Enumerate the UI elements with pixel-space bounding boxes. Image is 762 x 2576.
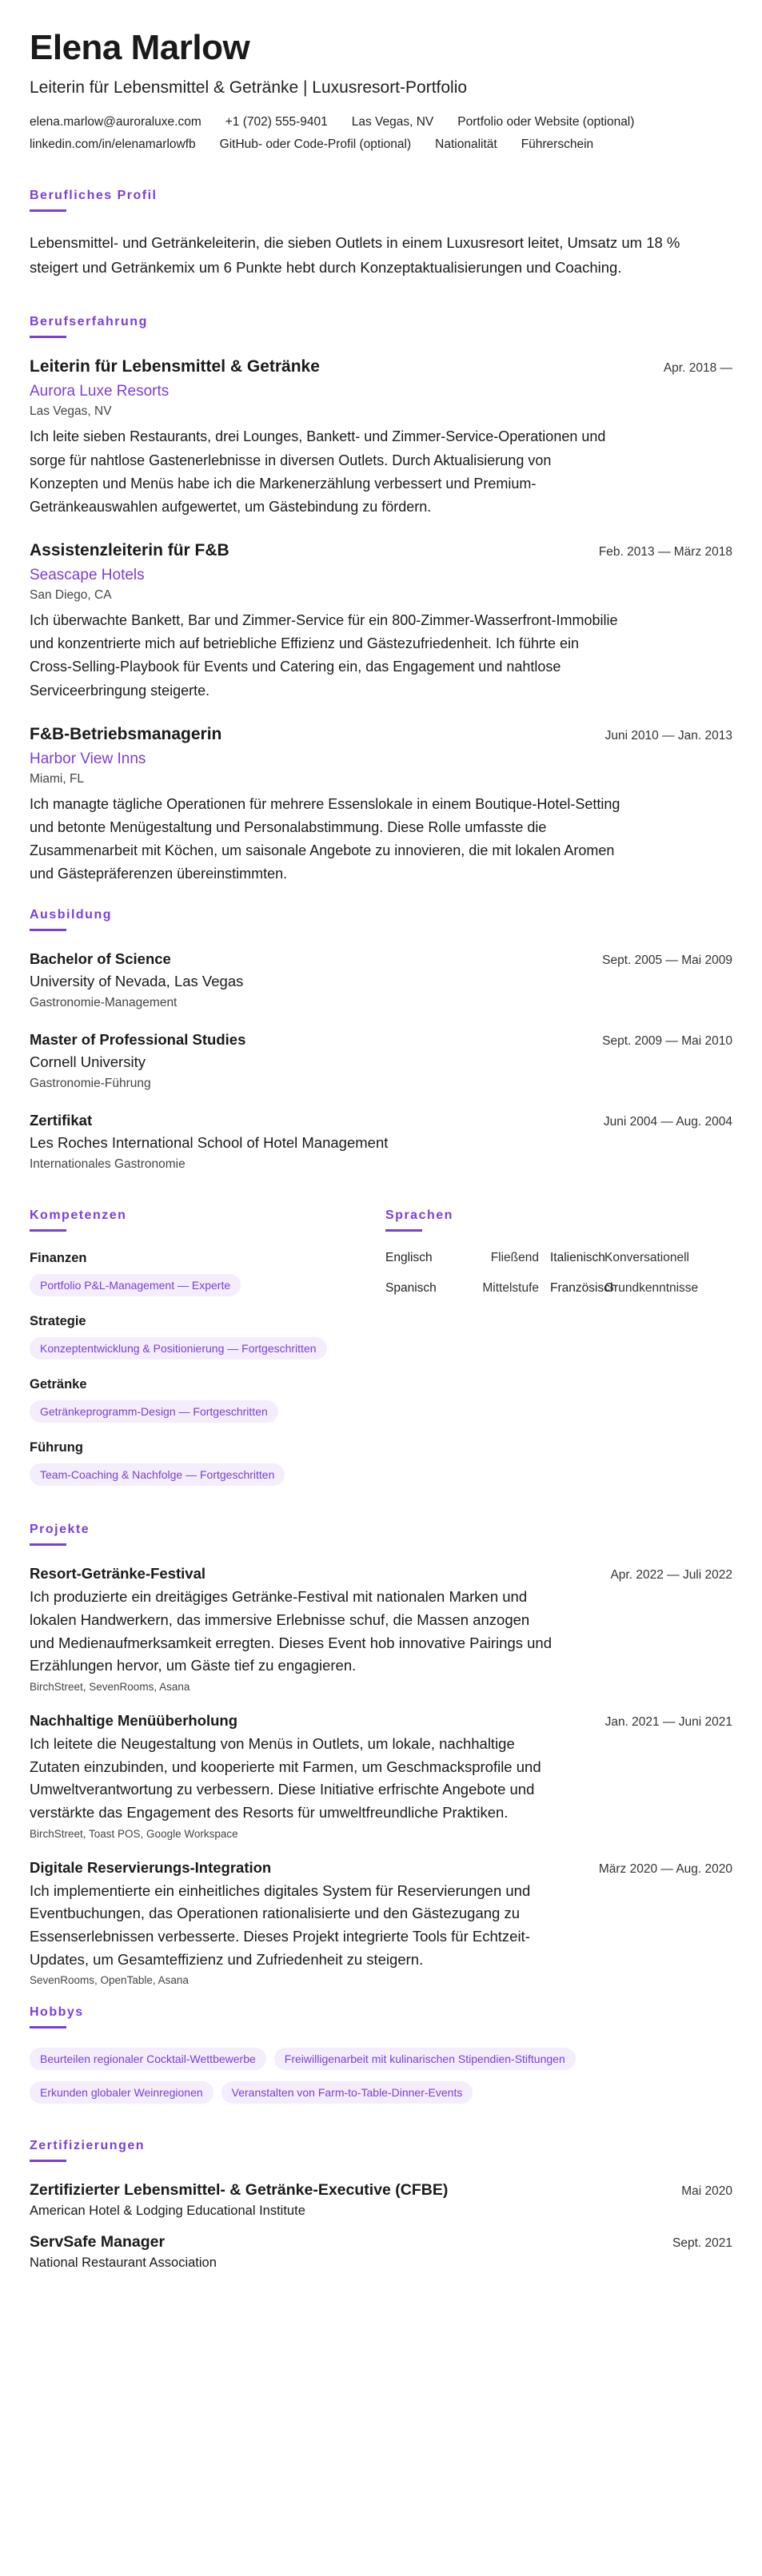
contact-email[interactable]: elena.marlow@auroraluxe.com bbox=[30, 115, 201, 129]
job-location: Las Vegas, NV bbox=[30, 404, 112, 419]
job-description: Ich überwachte Bankett, Bar und Zimmer-Service für ein 800-Zimmer-Wasserfront-Immobilie und konzentrierte mich auf betriebliche Effizienz und Gästezufriedenheit. Ich führte ein Cross-Selling-Playbook für Events und Catering ein, das Engagement und nahtlose Serviceerbringung steigerte. bbox=[30, 612, 618, 699]
contact-github: GitHub- oder Code-Profil (optional) bbox=[219, 137, 412, 152]
edu-dates: Sept. 2009 — Mai 2010 bbox=[602, 1034, 732, 1049]
edu-degree: Master of Professional Studies bbox=[30, 1031, 246, 1049]
job-title: Assistenzleiterin für F&B bbox=[30, 541, 229, 560]
project-description: Ich implementierte ein einheitliches digitales System für Reservierungen und Eventbuchungen, das Operationen rationalisierte und den Gästezugang zu Essenserlebnissen verbesserte. Dieses Projekt integrierte Tools für Echtzeit-Updates, um Gesamteffizienz und Zufriedenheit zu steigern. bbox=[30, 1881, 531, 1968]
language-level: Grundkenntnisse bbox=[604, 1281, 699, 1296]
language-level: Fließend bbox=[490, 1251, 539, 1265]
edu-dates: Juni 2004 — Aug. 2004 bbox=[603, 1115, 732, 1129]
cert-date: Sept. 2021 bbox=[672, 2236, 732, 2251]
certification-entry bbox=[30, 2181, 732, 2219]
headline: Leiterin für Lebensmittel & Getränke | Luxusresort-Portfolio bbox=[30, 78, 468, 98]
section-divider bbox=[30, 1543, 66, 1546]
contact-list bbox=[30, 115, 732, 137]
project-entry bbox=[30, 1712, 732, 1840]
project-name: Nachhaltige Menüüberholung bbox=[30, 1711, 238, 1729]
section-divider bbox=[30, 336, 66, 338]
cert-name: ServSafe Manager bbox=[30, 2233, 166, 2252]
cert-issuer: American Hotel & Lodging Educational Institute bbox=[30, 2204, 305, 2219]
certifications-section bbox=[30, 2139, 732, 2271]
section-divider bbox=[30, 1229, 66, 1232]
hobbies-section bbox=[30, 2005, 732, 2104]
language-level: Konversationell bbox=[604, 1251, 689, 1265]
edu-degree: Zertifikat bbox=[30, 1112, 93, 1129]
job-dates: Apr. 2018 — bbox=[663, 361, 732, 376]
edu-school: Cornell University bbox=[30, 1053, 146, 1071]
project-description: Ich produzierte ein dreitägiges Getränke-Festival mit nationalen Marken und lokalen Handwerkern, das immersive Erlebnisse schuf, die Massen anzogen und Medienaufmerksamkeit erregten. Dieses Event hob innovative Pairings und Erzählungen hervor, um Gäste tief zu engagieren. bbox=[30, 1588, 553, 1674]
project-tools: BirchStreet, SevenRooms, Asana bbox=[30, 1680, 190, 1693]
contact-list-2 bbox=[30, 137, 732, 160]
section-divider bbox=[30, 929, 66, 931]
education-entry bbox=[30, 950, 732, 1010]
hobby-chip: Freiwilligenarbeit mit kulinarischen Stipendien-Stiftungen bbox=[274, 2048, 576, 2070]
cert-date: Mai 2020 bbox=[681, 2184, 732, 2199]
language-name: Spanisch bbox=[385, 1281, 437, 1296]
job-title: F&B-Betriebsmanagerin bbox=[30, 724, 222, 743]
language-name: Italienisch bbox=[550, 1251, 605, 1265]
job-dates: Feb. 2013 — März 2018 bbox=[598, 545, 732, 559]
section-title: Sprachen bbox=[385, 1208, 453, 1223]
job-description: Ich managte tägliche Operationen für mehrere Essenslokale in einem Boutique-Hotel-Setting und betonte Menügestaltung und Personalabstimmung. Diese Rolle umfasste die Zusammenarbeit mit Köchen, um saisonale Angebote zu innovieren, die mit lokalen Aromen und Gästepräferenzen übereinstimmten. bbox=[30, 795, 620, 882]
edu-school: University of Nevada, Las Vegas bbox=[30, 973, 244, 990]
skills-languages-section bbox=[30, 1192, 732, 1503]
resume-header bbox=[30, 29, 732, 160]
job-dates: Juni 2010 — Jan. 2013 bbox=[604, 728, 732, 743]
projects-section bbox=[30, 1523, 732, 1986]
skill-category: Finanzen bbox=[30, 1251, 87, 1266]
contact-nationality: Nationalität bbox=[435, 137, 497, 152]
job-entry bbox=[30, 541, 732, 703]
job-entry bbox=[30, 357, 732, 519]
job-company: Aurora Luxe Resorts bbox=[30, 383, 170, 400]
project-dates: Apr. 2022 — Juli 2022 bbox=[610, 1568, 732, 1583]
education-entry bbox=[30, 1031, 732, 1091]
section-title: Kompetenzen bbox=[30, 1208, 127, 1223]
job-location: Miami, FL bbox=[30, 771, 85, 786]
project-tools: SevenRooms, OpenTable, Asana bbox=[30, 1974, 189, 1987]
section-title: Ausbildung bbox=[30, 908, 112, 922]
edu-school: Les Roches International School of Hotel Management bbox=[30, 1134, 389, 1152]
project-entry bbox=[30, 1565, 732, 1693]
language-level: Mittelstufe bbox=[482, 1281, 539, 1296]
skills-column bbox=[30, 1192, 385, 1503]
language-name: Englisch bbox=[385, 1251, 433, 1265]
section-title: Berufserfahrung bbox=[30, 315, 148, 329]
education-section bbox=[30, 908, 732, 1172]
section-title: Projekte bbox=[30, 1523, 90, 1537]
skill-chip: Team-Coaching & Nachfolge — Fortgeschritten bbox=[30, 1463, 285, 1486]
skill-category: Getränke bbox=[30, 1377, 87, 1392]
certification-entry bbox=[30, 2233, 732, 2271]
edu-dates: Sept. 2005 — Mai 2009 bbox=[602, 954, 732, 968]
language-name: Französisch bbox=[550, 1281, 617, 1296]
job-title: Leiterin für Lebensmittel & Getränke bbox=[30, 357, 320, 376]
project-entry bbox=[30, 1859, 732, 1987]
profile-section bbox=[30, 189, 732, 280]
contact-portfolio: Portfolio oder Website (optional) bbox=[457, 115, 635, 129]
contact-phone[interactable]: +1 (702) 555-9401 bbox=[225, 115, 328, 129]
edu-field: Gastronomie-Management bbox=[30, 996, 178, 1010]
hobby-chip: Veranstalten von Farm-to-Table-Dinner-Events bbox=[221, 2081, 473, 2104]
skill-group bbox=[30, 1251, 385, 1296]
section-divider bbox=[385, 1229, 422, 1232]
profile-summary: Lebensmittel- und Getränkeleiterin, die sieben Outlets in einem Luxusresort leitet, Umsatz um 18 % steigert und Getränkemix um 6 Punkte hebt durch Konzeptaktualisierungen und Coaching. bbox=[30, 234, 680, 276]
hobby-list bbox=[30, 2048, 685, 2104]
hobby-chip: Erkunden globaler Weinregionen bbox=[30, 2081, 213, 2104]
edu-field: Internationales Gastronomie bbox=[30, 1157, 186, 1172]
section-title: Berufliches Profil bbox=[30, 189, 158, 203]
cert-name: Zertifizierter Lebensmittel- & Getränke-Executive (CFBE) bbox=[30, 2181, 449, 2200]
job-location: San Diego, CA bbox=[30, 588, 112, 603]
contact-license: Führerschein bbox=[521, 137, 594, 152]
job-company: Seascape Hotels bbox=[30, 567, 145, 584]
project-description: Ich leitete die Neugestaltung von Menüs in Outlets, um lokale, nachhaltige Zutaten einzubinden, und kooperierte mit Farmen, um Geschmacksprofile und Umweltverantwortung zu verbessern. Diese Initiative erfrischte Angebote und verstärkte das Engagement des Resorts für umweltfreundliche Praktiken. bbox=[30, 1734, 541, 1821]
skill-category: Strategie bbox=[30, 1314, 86, 1329]
cert-issuer: National Restaurant Association bbox=[30, 2255, 217, 2271]
section-divider bbox=[30, 2160, 66, 2162]
contact-linkedin[interactable]: linkedin.com/in/elenamarlowfb bbox=[30, 137, 196, 152]
skill-group bbox=[30, 1377, 385, 1423]
project-dates: März 2020 — Aug. 2020 bbox=[598, 1861, 732, 1876]
skill-category: Führung bbox=[30, 1440, 83, 1455]
job-description: Ich leite sieben Restaurants, drei Lounges, Bankett- und Zimmer-Service-Operationen und sorge für nahtlose Gastenerlebnisse in diversen Outlets. Durch Aktualisierung von Konzepten und Menüs habe ich die Markenerzählung verbessert und Premium-Getränkeauswahlen aufgewertet, um Gästebindung zu fördern. bbox=[30, 428, 606, 515]
education-entry bbox=[30, 1112, 732, 1172]
skill-group bbox=[30, 1440, 385, 1486]
project-name: Digitale Reservierungs-Integration bbox=[30, 1858, 272, 1876]
skill-chip: Portfolio P&L-Management — Experte bbox=[30, 1274, 241, 1296]
job-company: Harbor View Inns bbox=[30, 750, 146, 767]
edu-degree: Bachelor of Science bbox=[30, 950, 171, 968]
section-divider bbox=[30, 2026, 66, 2029]
project-name: Resort-Getränke-Festival bbox=[30, 1565, 206, 1583]
skill-chip: Getränkeprogramm-Design — Fortgeschritten bbox=[30, 1400, 278, 1423]
edu-field: Gastronomie-Führung bbox=[30, 1077, 151, 1091]
contact-location: Las Vegas, NV bbox=[351, 115, 434, 129]
languages-column bbox=[385, 1192, 732, 1503]
skill-group bbox=[30, 1314, 385, 1360]
job-entry bbox=[30, 725, 732, 886]
language-list bbox=[385, 1251, 732, 1296]
candidate-name: Elena Marlow bbox=[30, 28, 250, 67]
experience-section bbox=[30, 315, 732, 886]
skill-chip: Konzeptentwicklung & Positionierung — Fortgeschritten bbox=[30, 1337, 327, 1360]
section-title: Hobbys bbox=[30, 2005, 84, 2020]
section-title: Zertifizierungen bbox=[30, 2139, 146, 2153]
project-tools: BirchStreet, Toast POS, Google Workspace bbox=[30, 1827, 238, 1840]
project-dates: Jan. 2021 — Juni 2021 bbox=[604, 1714, 732, 1729]
hobby-chip: Beurteilen regionaler Cocktail-Wettbewerbe bbox=[30, 2048, 266, 2070]
section-divider bbox=[30, 209, 66, 212]
